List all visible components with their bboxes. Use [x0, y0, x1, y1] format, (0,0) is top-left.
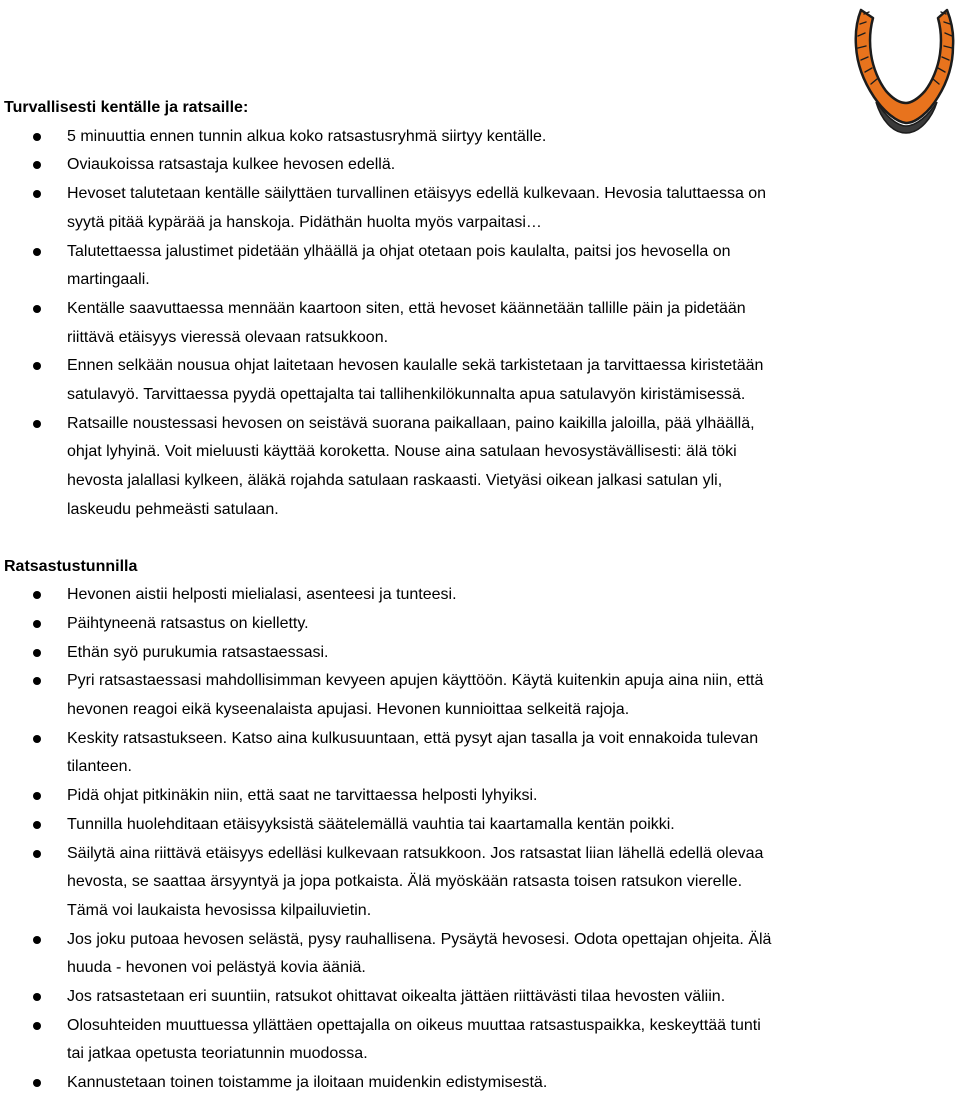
list-item-text: Oviaukoissa ratsastaja kulkee hevosen edellä.: [67, 156, 396, 174]
list-item-text: Ethän syö purukumia ratsastaessasi.: [67, 643, 329, 661]
bullet-icon: [33, 821, 41, 829]
bullet-icon: [33, 362, 41, 370]
list-item: [4, 151, 884, 180]
bullet-icon: [33, 133, 41, 141]
list-item: [4, 725, 884, 782]
list-item-text: Pidä ohjat pitkinäkin niin, että saat ne tarvittaessa helposti lyhyiksi.: [67, 787, 538, 805]
bullet-icon: [33, 420, 41, 428]
bullet-icon: [33, 850, 41, 858]
document-body: [4, 94, 884, 1098]
list-item-text: Keskity ratsastukseen. Katso aina kulkusuuntaan, että pysyt ajan tasalla ja voit ennakoida tulevan tilanteen.: [67, 729, 759, 776]
list-item: [4, 238, 884, 295]
bullet-icon: [33, 1022, 41, 1030]
list-item-text: Päihtyneenä ratsastus on kielletty.: [67, 614, 309, 632]
list-item-text: Säilytä aina riittävä etäisyys edelläsi kulkevaan ratsukkoon. Jos ratsastat liian lähellä edellä olevaa hevosta, se saattaa ärsyyntyä ja jopa potkaista. Älä myöskään ratsasta toisen ratsukon vierelle. Tämä voi laukaista hevosissa kilpailuvietin.: [67, 844, 764, 919]
bullet-icon: [33, 649, 41, 657]
section-spacer: [4, 525, 884, 553]
section-safety: [4, 94, 884, 525]
list-item: [4, 1012, 884, 1069]
bullet-icon: [33, 161, 41, 169]
list-item-text: Pyri ratsastaessasi mahdollisimman kevyeen apujen käyttöön. Käytä kuitenkin apuja aina niin, että hevonen reagoi eikä kyseenalaista apujasi. Hevonen kunnioittaa selkeitä rajoja.: [67, 672, 764, 719]
list-item-text: Tunnilla huolehditaan etäisyyksistä säätelemällä vauhtia tai kaartamalla kentän poikki.: [67, 815, 675, 833]
list-item: [4, 667, 884, 724]
bullet-icon: [33, 591, 41, 599]
list-item: [4, 352, 884, 409]
bullet-icon: [33, 620, 41, 628]
bullet-icon: [33, 1079, 41, 1087]
section-riding-lesson: [4, 553, 884, 1098]
list-item: [4, 811, 884, 840]
bullet-icon: [33, 936, 41, 944]
list-item: [4, 639, 884, 668]
bullet-icon: [33, 305, 41, 313]
section-title-safety: Turvallisesti kentälle ja ratsaille:: [4, 99, 249, 116]
list-item-text: Kentälle saavuttaessa mennään kaartoon siten, että hevoset käännetään tallille päin ja pidetään riittävä etäisyys vieressä olevaan ratsukkoon.: [67, 299, 746, 346]
bullet-icon: [33, 677, 41, 685]
list-item: [4, 610, 884, 639]
list-item-text: Olosuhteiden muuttuessa yllättäen opettajalla on oikeus muuttaa ratsastuspaikka, keskeyttää tunti tai jatkaa opetusta teoriatunnin muodossa.: [67, 1016, 761, 1063]
list-item: [4, 295, 884, 352]
list-item: [4, 1069, 884, 1098]
section-title-riding-lesson: Ratsastustunnilla: [4, 557, 138, 575]
lesson-bullet-list: [4, 581, 884, 1098]
list-item-text: Jos ratsastetaan eri suuntiin, ratsukot ohittavat oikealta jättäen riittävästi tilaa hevosten väliin.: [67, 988, 726, 1006]
list-item: [4, 410, 884, 525]
bullet-icon: [33, 735, 41, 743]
list-item-text: Kannustetaan toinen toistamme ja iloitaan muidenkin edistymisestä.: [67, 1074, 548, 1092]
list-item-text: Hevonen aistii helposti mielialasi, asenteesi ja tunteesi.: [67, 586, 457, 604]
safety-bullet-list: [4, 123, 884, 525]
list-item-text: Jos joku putoaa hevosen selästä, pysy rauhallisena. Pysäytä hevosesi. Odota opettajan ohjeita. Älä huuda - hevonen voi pelästyä kovia ääniä.: [67, 930, 772, 977]
list-item: [4, 926, 884, 983]
bullet-icon: [33, 792, 41, 800]
list-item: [4, 123, 884, 152]
list-item-text: Ratsaille noustessasi hevosen on seistävä suorana paikallaan, paino kaikilla jaloilla, pää ylhäällä, ohjat lyhyinä. Voit mieluusti käyttää koroketta. Nouse aina satulaan hevosystävällisesti: älä töki hevosta jalallasi kylkeen, äläkä rojahda satulaan raskaasti. Vietyäsi oikean jalkasi satulan yli, laskeudu pehmeästi satulaan.: [67, 414, 755, 518]
list-item-text: Hevoset talutetaan kentälle säilyttäen turvallinen etäisyys edellä kulkevaan. Hevosia taluttaessa on syytä pitää kypärää ja hanskoja. Pidäthän huolta myös varpaitasi…: [67, 185, 767, 231]
list-item: [4, 782, 884, 811]
list-item: [4, 840, 884, 926]
bullet-icon: [33, 190, 41, 198]
list-item-text: Ennen selkään nousua ohjat laitetaan hevosen kaulalle sekä tarkistetaan ja tarvittaessa kiristetään satulavyö. Tarvittaessa pyydä opettajalta tai tallihenkilökunnalta apua satulavyön kiristämisessä.: [67, 357, 764, 404]
list-item: [4, 180, 884, 237]
list-item: [4, 983, 884, 1012]
list-item: [4, 581, 884, 610]
list-item-text: 5 minuuttia ennen tunnin alkua koko ratsastusryhmä siirtyy kentälle.: [67, 127, 547, 145]
bullet-icon: [33, 993, 41, 1001]
list-item-text: Talutettaessa jalustimet pidetään ylhäällä ja ohjat otetaan pois kaulalta, paitsi jos hevosella on martingaali.: [67, 242, 731, 289]
bullet-icon: [33, 248, 41, 256]
